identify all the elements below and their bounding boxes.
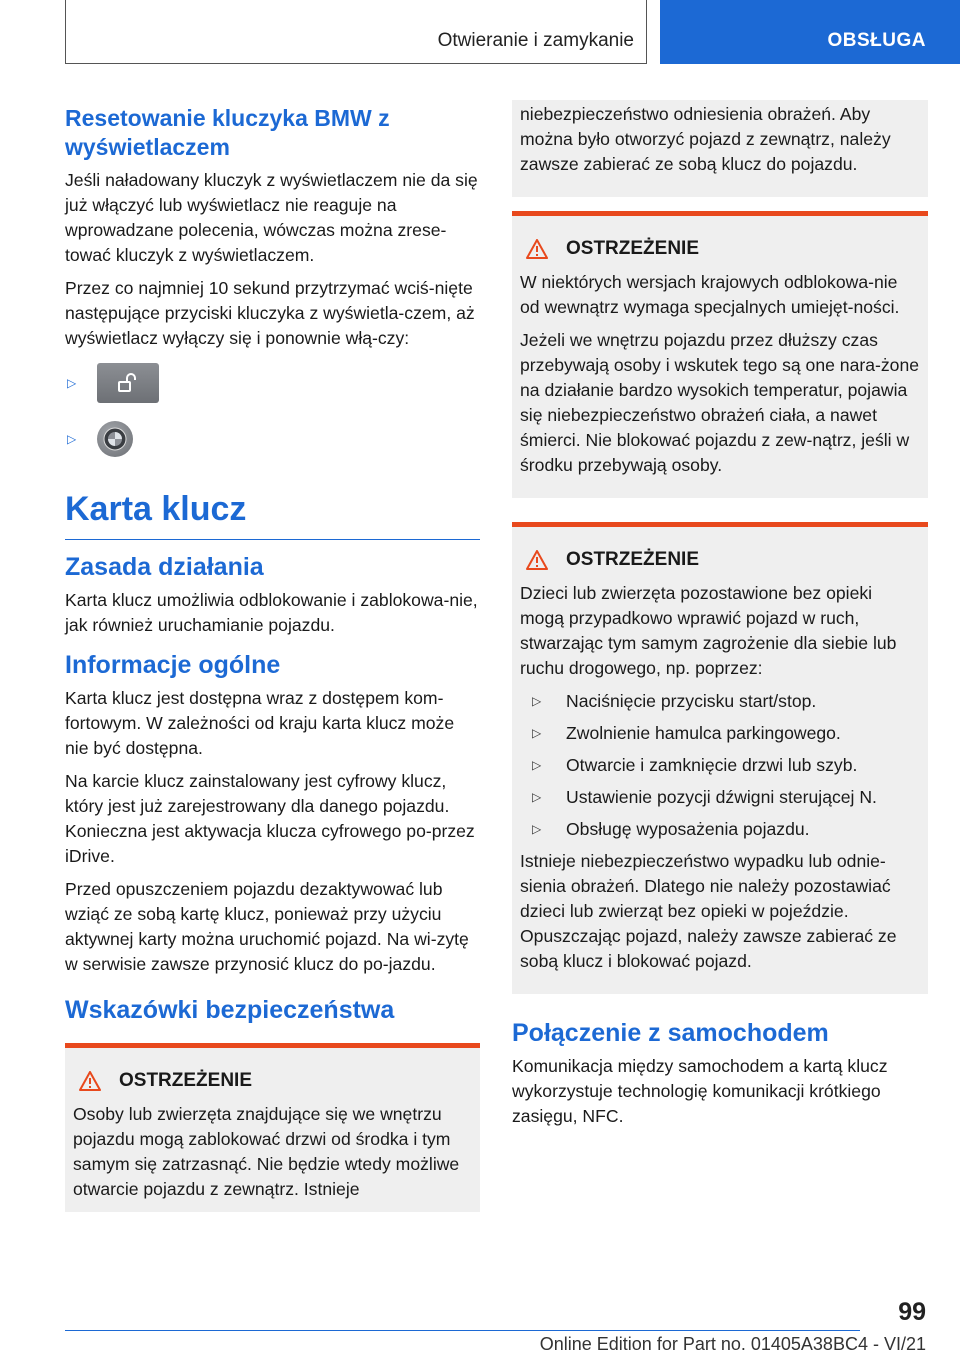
page-number: 99 <box>898 1298 926 1326</box>
warning-title <box>520 238 920 260</box>
bullet-icon: ▷ <box>532 726 542 740</box>
list-item: ▷ Obsługę wyposażenia pojazdu. <box>520 817 920 841</box>
warning-triangle-icon <box>526 550 548 570</box>
warning-box-2 <box>512 211 928 498</box>
bmw-button-step <box>65 415 480 463</box>
bullet-icon: ▷ <box>532 790 542 804</box>
header-chapter-tab[interactable] <box>660 0 960 64</box>
left-column <box>65 100 480 1212</box>
step-marker-icon: ▷ <box>67 432 77 446</box>
footer-divider <box>65 1330 860 1331</box>
zasada-paragraph: Karta klucz umożliwia odblokowanie i zablokowa-nie, jak również uruchamianie pojazdu. <box>65 590 478 635</box>
warning-box-3 <box>512 522 928 994</box>
info-paragraph-3: Przed opuszczeniem pojazdu dezaktywować lub wziąć ze sobą kartę klucz, ponieważ przy użyciu aktywnej karty można uruchomić pojazd. Na wi-zytę w serwisie zawsze przynosić klucz do po-jazdu. <box>65 879 469 974</box>
list-item: ▷ Naciśnięcie przycisku start/stop. <box>520 689 920 713</box>
bullet-icon: ▷ <box>532 758 542 772</box>
info-heading: Informacje ogólne <box>65 651 281 679</box>
warning-text-continued: niebezpieczeństwo odniesienia obrażeń. Aby można było otworzyć pojazd z zewnątrz, należy zawsze zabierać ze sobą klucz do pojazdu. <box>520 104 891 174</box>
info-paragraph-1: Karta klucz jest dostępna wraz z dostępem kom-fortowym. W zależności od kraju karta klucz może nie być dostępna. <box>65 688 455 758</box>
reset-heading: Resetowanie kluczyka BMW z wyświetlaczem <box>65 105 390 160</box>
zasada-heading: Zasada działania <box>65 553 264 581</box>
reset-paragraph-2: Przez co najmniej 10 sekund przytrzymać wciś-nięte następujące przyciski kluczyka z wyświetla-czem, aż wyświetlacz wyłączy się i ponownie włą-czy: <box>65 278 475 348</box>
list-item: ▷ Otwarcie i zamknięcie drzwi lub szyb. <box>520 753 920 777</box>
bmw-logo-button-image <box>97 421 133 457</box>
warning-list <box>520 689 920 841</box>
unlock-icon <box>117 373 139 393</box>
warning-triangle-icon <box>79 1071 101 1091</box>
warning-box-1-continued <box>512 100 928 197</box>
warning-title <box>520 549 920 571</box>
step-marker-icon: ▷ <box>67 376 77 390</box>
warning-title-text: OSTRZEŻENIE <box>566 549 700 570</box>
header-section-tab <box>65 0 647 64</box>
warning-paragraph-1: Dzieci lub zwierzęta pozostawione bez opieki mogą przypadkowo wprawić pojazd w ruch, stwarzając tym samym zagrożenie dla siebie lub ruchu drogowego, np. poprzez: <box>520 583 897 678</box>
header-chapter-title: OBSŁUGA <box>827 30 926 51</box>
bmw-logo-icon <box>103 427 127 451</box>
warning-paragraph-1: W niektórych wersjach krajowych odblokowa-nie od wewnątrz wymaga specjalnych umiejęt-ności. <box>520 272 900 317</box>
reset-paragraph-1: Jeśli naładowany kluczyk z wyświetlaczem nie da się już włączyć lub wyświetlacz nie reaguje na wprowadzane polecenia, wówczas można zrese-tować kluczyk z wyświetlaczem. <box>65 170 478 265</box>
warning-paragraph-2: Jeżeli we wnętrzu pojazdu przez dłuższy czas przebywają osoby i wskutek tego są one nara-żone na działanie bardzo wysokich temperatur, pojawia się niebezpieczeństwo obrażeń ciała, a nawet śmierci. Nie blokować pojazdu z zew-nątrz, jeśli w środku przebywają osoby. <box>520 330 920 475</box>
warning-triangle-icon <box>526 239 548 259</box>
right-column <box>512 100 928 1137</box>
connect-heading: Połączenie z samochodem <box>512 1019 829 1047</box>
karta-klucz-heading: Karta klucz <box>65 489 480 540</box>
bullet-icon: ▷ <box>532 822 542 836</box>
warning-paragraph-2: Istnieje niebezpieczeństwo wypadku lub odnie-sienia obrażeń. Dlatego nie należy pozostawiać dzieci lub zwierząt bez opieki w pojeździe. Opuszczając pojazd, należy zawsze zabierać ze sobą klucz i blokować pojazd. <box>520 851 897 971</box>
safety-heading: Wskazówki bezpieczeństwa <box>65 996 395 1024</box>
list-item: ▷ Ustawienie pozycji dźwigni sterującej N. <box>520 785 920 809</box>
list-item: ▷ Zwolnienie hamulca parkingowego. <box>520 721 920 745</box>
unlock-button-step <box>65 359 480 407</box>
warning-title <box>73 1070 472 1092</box>
warning-box-1 <box>65 1043 480 1212</box>
connect-paragraph: Komunikacja między samochodem a kartą klucz wykorzystuje technologię komunikacji krótkiego zasięgu, NFC. <box>512 1056 888 1126</box>
bullet-icon: ▷ <box>532 694 542 708</box>
unlock-key-button-image <box>97 363 159 403</box>
info-paragraph-2: Na karcie klucz zainstalowany jest cyfrowy klucz, który jest już zarejestrowany dla danego pojazdu. Konieczna jest aktywacja klucza cyfrowego po-przez iDrive. <box>65 771 475 866</box>
warning-title-text: OSTRZEŻENIE <box>119 1070 253 1091</box>
warning-title-text: OSTRZEŻENIE <box>566 238 700 259</box>
warning-text: Osoby lub zwierzęta znajdujące się we wnętrzu pojazdu mogą zablokować drzwi od środka i tym samym się zatrzasnąć. Nie będzie wtedy możliwe otwarcie pojazdu z zewnątrz. Istnieje <box>73 1104 460 1199</box>
footer-edition: Online Edition for Part no. 01405A38BC4 - VI/21 <box>539 1334 926 1354</box>
header-section-title: Otwieranie i zamykanie <box>437 30 634 51</box>
